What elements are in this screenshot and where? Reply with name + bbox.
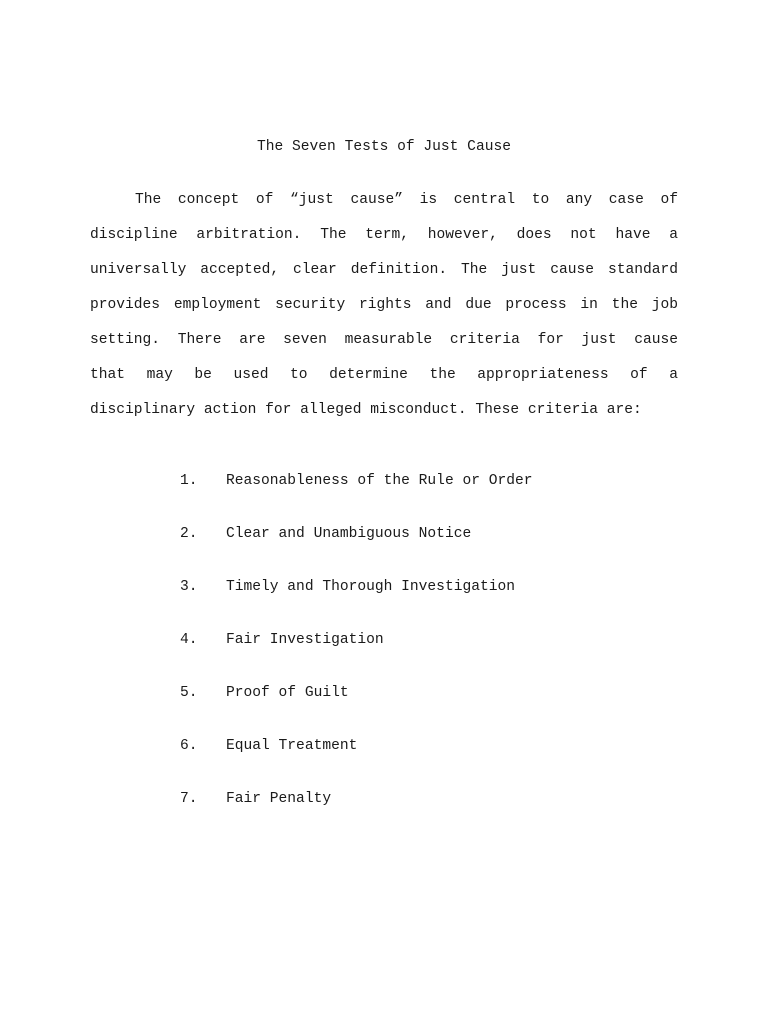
list-item-number: 5. xyxy=(180,685,198,701)
list-item-number: 2. xyxy=(180,526,198,542)
paragraph-line: setting. There are seven measurable criteria for just cause xyxy=(90,332,678,348)
list-item-number: 6. xyxy=(180,738,198,754)
list-item-label: Fair Investigation xyxy=(226,632,384,648)
list-item-number: 7. xyxy=(180,791,198,807)
paragraph-line: disciplinary action for alleged misconduct. These criteria are: xyxy=(90,402,642,418)
paragraph-line: provides employment security rights and due process in the job xyxy=(90,297,678,313)
list-item-label: Clear and Unambiguous Notice xyxy=(226,526,472,542)
paragraph-line: discipline arbitration. The term, however, does not have a xyxy=(90,227,678,243)
paragraph-line: The concept of “just cause” is central to any case of xyxy=(135,192,678,208)
list-item-label: Equal Treatment xyxy=(226,738,358,754)
document-title: The Seven Tests of Just Cause xyxy=(257,139,511,155)
list-item-label: Reasonableness of the Rule or Order xyxy=(226,473,533,489)
paragraph-line: that may be used to determine the appropriateness of a xyxy=(90,367,678,383)
paragraph-line: universally accepted, clear definition. The just cause standard xyxy=(90,262,678,278)
list-item-label: Timely and Thorough Investigation xyxy=(226,579,516,595)
list-item-label: Fair Penalty xyxy=(226,791,332,807)
list-item-number: 3. xyxy=(180,579,198,595)
list-item-number: 1. xyxy=(180,473,198,489)
list-item-number: 4. xyxy=(180,632,198,648)
list-item-label: Proof of Guilt xyxy=(226,685,349,701)
